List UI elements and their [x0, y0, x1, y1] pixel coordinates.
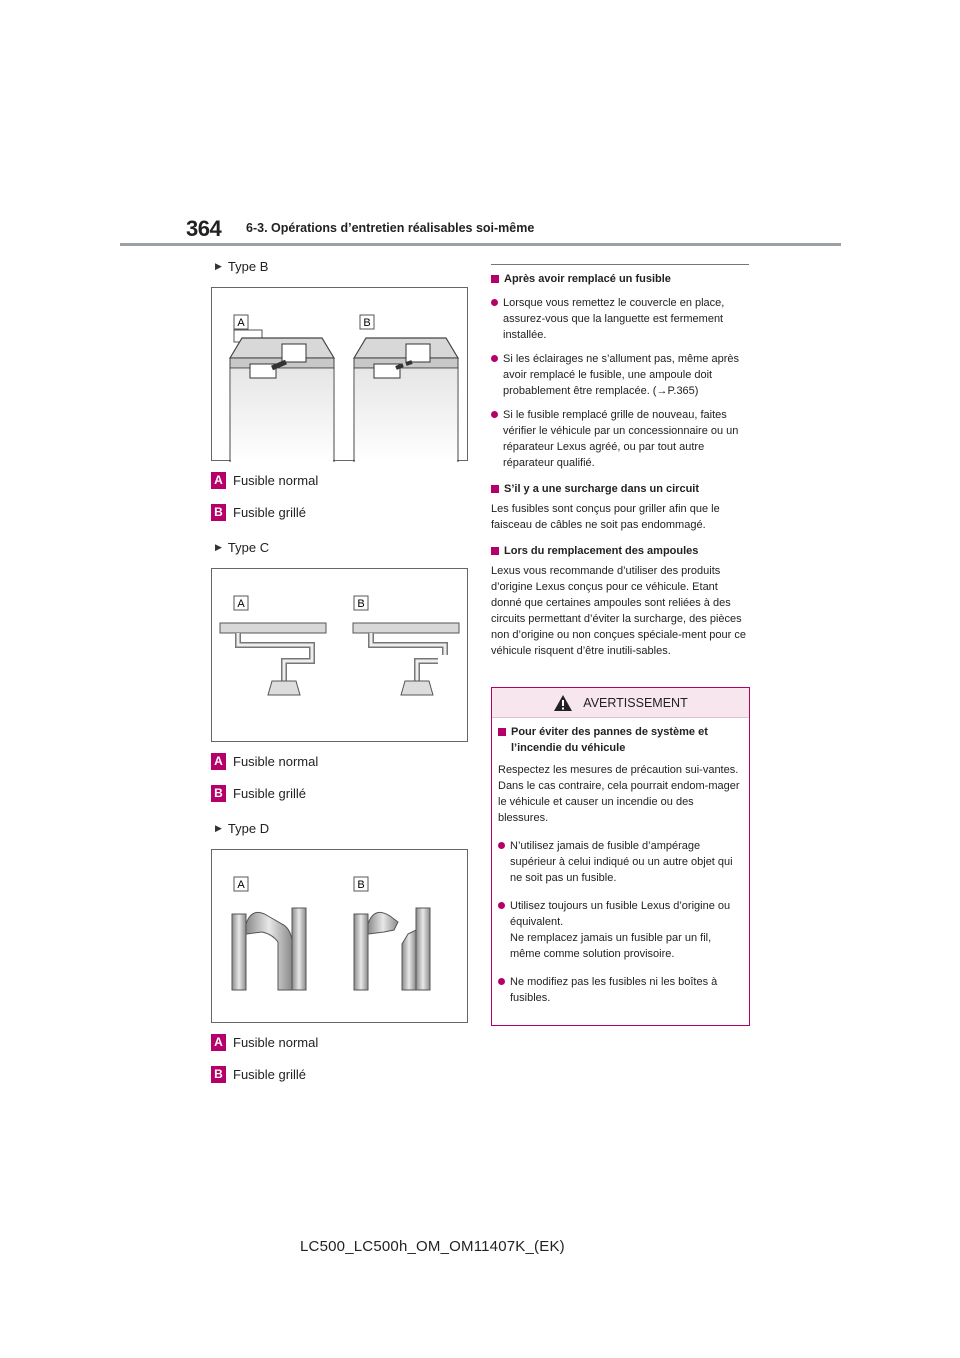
square-bullet-icon [491, 485, 499, 493]
legend-text: Fusible grillé [233, 504, 306, 520]
fig-label-a: A [237, 317, 245, 329]
section-heading-text: S’il y a une surcharge dans un circuit [504, 483, 700, 495]
document-code: LC500_LC500h_OM_OM11407K_(EK) [300, 1238, 565, 1255]
section-heading-bulbs [491, 543, 749, 559]
fuse-c-normal-drawing [220, 623, 326, 695]
legend-text: Fusible grillé [233, 785, 306, 801]
round-bullet-icon [498, 902, 505, 909]
legend-badge-b: B [211, 504, 226, 521]
header-rule [120, 243, 841, 246]
list-item [491, 407, 749, 471]
list-item-text: Si le fusible remplacé grille de nouveau, faites vérifier le véhicule par un concessionnaire ou un réparateur Lexus agréé, ou par tout autre réparateur qualifié. [503, 409, 739, 469]
fig-label-b: B [357, 598, 365, 610]
warning-title: AVERTISSEMENT [583, 695, 688, 710]
square-bullet-icon [491, 547, 499, 555]
list-item-text: N’utilisez jamais de fusible d’ampérage supérieur à celui indiqué ou un autre objet qui ne soit pas un fusible. [510, 840, 733, 884]
legend-badge-b: B [211, 1066, 226, 1083]
list-item-text: Si les éclairages ne s’allument pas, même après avoir remplacé le fusible, une ampoule doit probablement être remplacée. (→P.365) [503, 353, 740, 397]
fuse-b-normal-drawing [230, 330, 334, 462]
fuse-type-c-illustration [212, 569, 469, 743]
section-heading-text: Après avoir remplacé un fusible [504, 273, 671, 285]
fig-label-b: B [363, 317, 371, 329]
fig-label-a: A [237, 598, 245, 610]
round-bullet-icon [498, 842, 505, 849]
list-item-text: Lorsque vous remettez le couvercle en place, assurez-vous que la languette est fermement installée. [503, 297, 725, 341]
type-d-heading-text: Type D [227, 820, 270, 836]
legend-badge-a: A [211, 1034, 226, 1051]
fig-label-b: B [357, 879, 365, 891]
section-heading-overload [491, 481, 749, 497]
round-bullet-icon [491, 355, 498, 362]
warning-body [492, 718, 749, 1006]
legend-text: Fusible normal [233, 472, 319, 488]
section-heading-text: Lors du remplacement des ampoules [504, 545, 699, 557]
list-item [498, 838, 743, 886]
warning-header [492, 688, 749, 718]
legend-row [211, 470, 471, 490]
warning-box [491, 687, 750, 1026]
triangle-right-icon: ▶ [215, 822, 222, 833]
fuse-c-blown-drawing [353, 623, 459, 695]
section-title: 6-3. Opérations d’entretien réalisables soi-même [246, 221, 535, 235]
round-bullet-icon [491, 299, 498, 306]
section-heading-after-replace [491, 271, 749, 287]
paragraph: Les fusibles sont conçus pour griller afin que le faisceau de câbles ne soit pas endommagé. [491, 503, 720, 531]
legend-badge-b: B [211, 785, 226, 802]
triangle-right-icon: ▶ [215, 260, 222, 271]
fuse-d-blown-drawing [354, 908, 430, 990]
type-d-heading [215, 818, 471, 838]
type-b-figure [211, 287, 468, 461]
type-b-heading [215, 256, 471, 276]
list-item [498, 898, 743, 962]
legend-row [211, 1064, 471, 1084]
type-c-figure [211, 568, 468, 742]
warning-intro: Respectez les mesures de précaution sui-vantes. [498, 764, 739, 776]
warning-triangle-icon [553, 694, 573, 712]
warning-heading-text: Pour éviter des pannes de système et l’incendie du véhicule [511, 726, 708, 754]
type-b-heading-text: Type B [227, 258, 269, 274]
warning-heading [498, 724, 743, 756]
warning-intro: Dans le cas contraire, cela pourrait endom-mager le véhicule et causer un incendie ou des blessures. [498, 780, 740, 824]
list-item-text-line: Utilisez toujours un fusible Lexus d’origine ou équivalent. [510, 900, 731, 928]
paragraph: Lexus vous recommande d’utiliser des produits d’origine Lexus conçus pour ce véhicule. Etant donné que certaines ampoules sont reliées à des circuits permettant d’éviter la surcharge, des pièces non d’origine ou non conçues spéciale-ment pour ce véhicule risquent d’être inutili-sables. [491, 565, 746, 657]
fuse-type-b-illustration [212, 288, 469, 462]
legend-badge-a: A [211, 472, 226, 489]
list-item-text: Ne modifiez pas les fusibles ni les boîtes à fusibles. [510, 976, 718, 1004]
legend-row [211, 751, 471, 771]
list-item-text-line: Ne remplacez jamais un fusible par un fil, même comme solution provisoire. [510, 932, 712, 960]
type-c-heading [215, 537, 471, 557]
square-bullet-icon [498, 728, 506, 736]
round-bullet-icon [498, 978, 505, 985]
page-number: 364 [186, 216, 222, 241]
right-column-rule [491, 264, 749, 265]
fuse-d-normal-drawing [232, 908, 306, 990]
fuse-b-blown-drawing [354, 338, 458, 462]
list-item [491, 295, 749, 343]
left-column [211, 256, 471, 1084]
type-c-heading-text: Type C [227, 539, 270, 555]
legend-text: Fusible grillé [233, 1066, 306, 1082]
fig-label-a: A [237, 879, 245, 891]
legend-row [211, 783, 471, 803]
legend-row [211, 502, 471, 522]
legend-row [211, 1032, 471, 1052]
fuse-type-d-illustration [212, 850, 469, 1024]
square-bullet-icon [491, 275, 499, 283]
round-bullet-icon [491, 411, 498, 418]
legend-text: Fusible normal [233, 753, 319, 769]
list-item [498, 974, 743, 1006]
type-d-figure [211, 849, 468, 1023]
legend-text: Fusible normal [233, 1034, 319, 1050]
legend-badge-a: A [211, 753, 226, 770]
triangle-right-icon: ▶ [215, 541, 222, 552]
right-column [491, 264, 749, 659]
list-item [491, 351, 749, 399]
list-item-text [510, 898, 743, 962]
